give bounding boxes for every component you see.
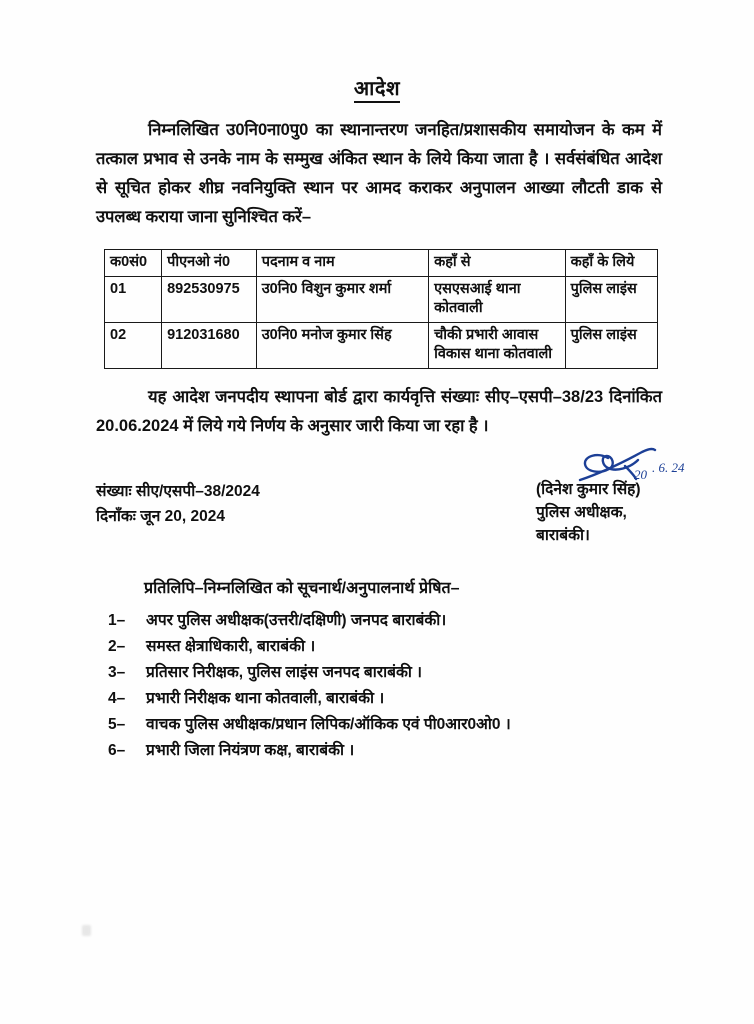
column-header-name: पदनाम व नाम	[256, 250, 428, 277]
reference-block	[96, 479, 260, 529]
list-item-label: समस्त क्षेत्राधिकारी, बाराबंकी ।	[146, 638, 316, 655]
distribution-heading: प्रतिलिपि–निम्नलिखित को सूचनार्थ/अनुपालनार्थ प्रेषित–	[144, 580, 460, 597]
list-item	[108, 686, 688, 712]
column-header-serial: क0सं0	[105, 250, 162, 277]
list-item-number: 4–	[108, 690, 126, 707]
reference-date: दिनाँकः जून 20, 2024	[96, 508, 225, 525]
signatory-name: (दिनेश कुमार सिंह)	[536, 481, 641, 498]
list-item-label: वाचक पुलिस अधीक्षक/प्रधान लिपिक/ऑकिक एवं पी0आर0ओ0 ।	[146, 716, 511, 733]
list-item	[108, 712, 688, 738]
list-item	[108, 608, 688, 634]
transfer-table	[104, 249, 658, 369]
page-title-text: आदेश	[354, 78, 400, 103]
signature-block	[536, 478, 754, 547]
column-header-pno: पीएनओ नं0	[162, 250, 257, 277]
cell-name: उ0नि0 विशुन कुमार शर्मा	[256, 277, 428, 323]
cell-to: पुलिस लाइंस	[565, 323, 657, 369]
cell-pno: 912031680	[162, 323, 257, 369]
signature-date-text: 20	[634, 467, 647, 482]
closing-paragraph: यह आदेश जनपदीय स्थापना बोर्ड द्वारा कार्यवृत्ति संख्याः सीए–एसपी–38/23 दिनांकित 20.06.2024 में लिये गये निर्णय के अनुसार जारी किया जा रहा है ।	[96, 388, 662, 435]
cell-name: उ0नि0 मनोज कुमार सिंह	[256, 323, 428, 369]
cell-from: एसएसआई थाना कोतवाली	[429, 277, 566, 323]
list-item-number: 1–	[108, 612, 126, 629]
intro-paragraph: निम्नलिखित उ0नि0ना0पु0 का स्थानान्तरण जनहित/प्रशासकीय समायोजन के कम में तत्काल प्रभाव से उनके नाम के सम्मुख अंकित स्थान के लिये किया जाता है । सर्वसंबंधित आदेश से सूचित होकर शीघ्र नवनियुक्ति स्थान पर आमद कराकर अनुपालन आख्या लौटती डाक से उपलब्ध कराया जाना सुनिश्चित करें–	[96, 121, 662, 226]
cell-to: पुलिस लाइंस	[565, 277, 657, 323]
column-header-from: कहाँ से	[429, 250, 566, 277]
list-item	[108, 660, 688, 686]
cell-pno: 892530975	[162, 277, 257, 323]
table-row	[105, 323, 658, 369]
cell-from: चौकी प्रभारी आवास विकास थाना कोतवाली	[429, 323, 566, 369]
list-item-label: प्रतिसार निरीक्षक, पुलिस लाइंस जनपद बाराबंकी ।	[146, 664, 423, 681]
svg-text:. 6. 24: . 6. 24	[652, 460, 685, 475]
cell-serial: 02	[105, 323, 162, 369]
list-item-number: 6–	[108, 742, 126, 759]
list-item-number: 2–	[108, 638, 126, 655]
table-row	[105, 277, 658, 323]
list-item	[108, 738, 688, 764]
list-item-label: प्रभारी जिला नियंत्रण कक्ष, बाराबंकी ।	[146, 742, 355, 759]
column-header-to: कहाँ के लिये	[565, 250, 657, 277]
table-header-row	[105, 250, 658, 277]
paper-smudge-artifact	[82, 925, 91, 936]
transfer-table-container	[104, 249, 658, 369]
cell-serial: 01	[105, 277, 162, 323]
list-item-number: 3–	[108, 664, 126, 681]
list-item	[108, 634, 688, 660]
list-item-number: 5–	[108, 716, 126, 733]
reference-number: संख्याः सीए/एसपी–38/2024	[96, 483, 260, 500]
list-item-label: अपर पुलिस अधीक्षक(उत्तरी/दक्षिणी) जनपद बाराबंकी।	[146, 612, 447, 629]
signatory-place: बाराबंकी।	[536, 527, 590, 544]
page-title	[0, 74, 754, 101]
distribution-list	[108, 608, 688, 764]
list-item-label: प्रभारी निरीक्षक थाना कोतवाली, बाराबंकी ।	[146, 690, 385, 707]
signatory-designation: पुलिस अधीक्षक,	[536, 504, 627, 521]
